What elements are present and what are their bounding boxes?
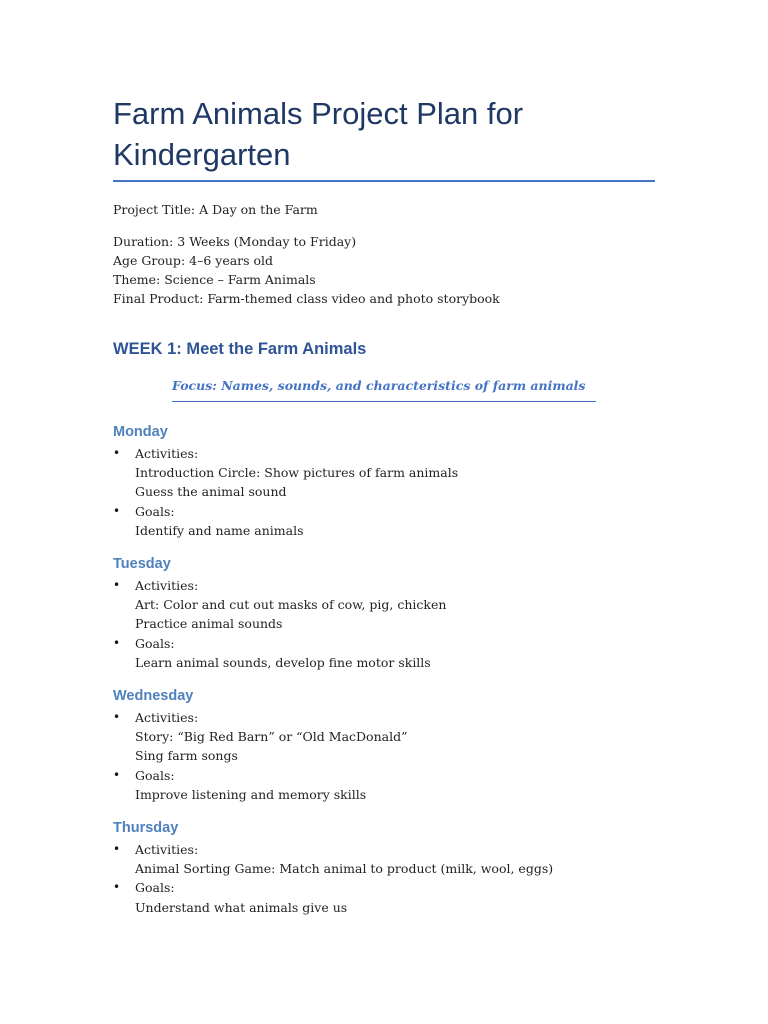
detail-age-group: Age Group: 4–6 years old (113, 253, 274, 268)
activities-label: Activities: (135, 578, 199, 593)
goals-label: Goals: (135, 767, 175, 783)
title-underline (113, 180, 655, 182)
goal-line: Learn animal sounds, develop fine motor skills (135, 654, 431, 670)
activity-line: Story: “Big Red Barn” or “Old MacDonald” (135, 729, 408, 745)
goals-label: Goals: (135, 503, 175, 519)
bullet-icon: • (113, 880, 121, 895)
day-heading-tuesday: Tuesday (113, 556, 171, 572)
document-title: Farm Animals Project Plan for Kindergarten (113, 96, 524, 172)
activity-line: Guess the animal sound (135, 484, 287, 500)
day-items-tuesday (113, 576, 673, 672)
activities-item (113, 708, 673, 766)
goals-item (113, 878, 673, 916)
activity-line: Introduction Circle: Show pictures of farm animals (135, 465, 459, 481)
day-section-monday (113, 422, 673, 540)
goal-line: Improve listening and memory skills (135, 786, 367, 802)
day-items-monday (113, 444, 673, 540)
project-title-text: Project Title: A Day on the Farm (113, 202, 318, 217)
goal-line: Understand what animals give us (135, 899, 348, 915)
goals-label: Goals: (135, 880, 175, 896)
bullet-icon: • (113, 446, 121, 460)
activity-line: Art: Color and cut out masks of cow, pig, chicken (135, 597, 447, 613)
week-focus: Focus: Names, sounds, and characteristics of farm animals (172, 378, 586, 393)
focus-underline (172, 401, 596, 402)
day-section-thursday (113, 818, 673, 917)
bullet-icon: • (113, 710, 121, 724)
bullet-icon: • (113, 578, 121, 592)
day-section-tuesday (113, 554, 673, 672)
goals-item (113, 634, 673, 672)
day-section-wednesday (113, 686, 673, 804)
activity-line: Sing farm songs (135, 748, 238, 764)
bullet-icon: • (113, 842, 121, 856)
goals-item (113, 502, 673, 540)
day-heading-monday: Monday (113, 424, 168, 440)
activity-line: Practice animal sounds (135, 616, 283, 632)
bullet-icon: • (113, 635, 121, 650)
day-heading-wednesday: Wednesday (113, 688, 194, 704)
activities-item (113, 576, 673, 634)
activities-item (113, 840, 673, 878)
detail-final-product: Final Product: Farm-themed class video and photo storybook (113, 291, 500, 306)
bullet-icon: • (113, 767, 121, 782)
activities-label: Activities: (135, 842, 199, 857)
detail-theme: Theme: Science – Farm Animals (113, 272, 316, 287)
day-items-wednesday (113, 708, 673, 804)
bullet-icon: • (113, 503, 121, 518)
activities-item (113, 444, 673, 502)
week-heading: WEEK 1: Meet the Farm Animals (113, 340, 367, 358)
detail-duration: Duration: 3 Weeks (Monday to Friday) (113, 234, 357, 249)
project-title (113, 200, 318, 219)
day-heading-thursday: Thursday (113, 820, 179, 836)
goals-label: Goals: (135, 635, 175, 651)
day-items-thursday (113, 840, 673, 917)
goals-item (113, 766, 673, 804)
activities-label: Activities: (135, 710, 199, 725)
goal-line: Identify and name animals (135, 522, 304, 538)
activity-line: Animal Sorting Game: Match animal to product (milk, wool, eggs) (135, 861, 554, 877)
project-details (113, 232, 500, 308)
activities-label: Activities: (135, 446, 199, 461)
